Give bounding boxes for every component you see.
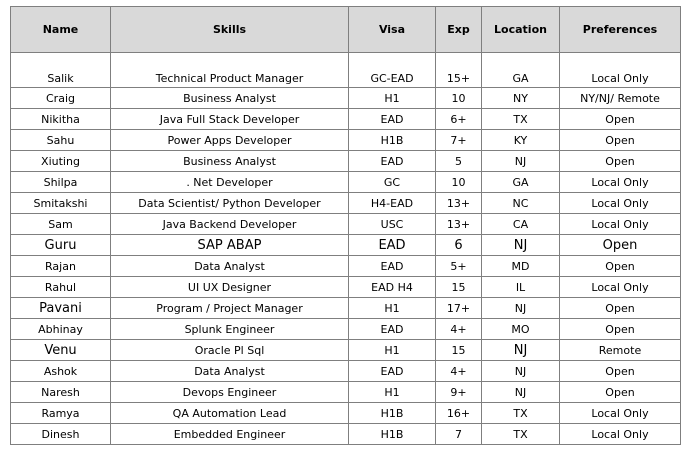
cell-name: Pavani xyxy=(11,298,111,319)
cell-visa: EAD H4 xyxy=(349,277,436,298)
cell-visa: H1 xyxy=(349,340,436,361)
cell-preferences: Local Only xyxy=(560,53,681,88)
cell-location: MD xyxy=(482,256,560,277)
cell-exp: 15+ xyxy=(436,53,482,88)
cell-preferences: Local Only xyxy=(560,214,681,235)
cell-exp: 4+ xyxy=(436,361,482,382)
cell-preferences: Open xyxy=(560,382,681,403)
cell-name: Guru xyxy=(11,235,111,256)
cell-skills: Java Full Stack Developer xyxy=(111,109,349,130)
cell-exp: 4+ xyxy=(436,319,482,340)
cell-visa: EAD xyxy=(349,256,436,277)
cell-name: Shilpa xyxy=(11,172,111,193)
cell-location: NJ xyxy=(482,382,560,403)
cell-location: NJ xyxy=(482,151,560,172)
cell-skills: Java Backend Developer xyxy=(111,214,349,235)
table-row xyxy=(11,319,681,340)
cell-location: NY xyxy=(482,88,560,109)
cell-exp: 16+ xyxy=(436,403,482,424)
header-exp: Exp xyxy=(436,7,482,53)
header-preferences: Preferences xyxy=(560,7,681,53)
cell-visa: EAD xyxy=(349,151,436,172)
cell-name: Salik xyxy=(11,53,111,88)
cell-skills: . Net Developer xyxy=(111,172,349,193)
cell-skills: Program / Project Manager xyxy=(111,298,349,319)
cell-visa: USC xyxy=(349,214,436,235)
cell-exp: 13+ xyxy=(436,214,482,235)
cell-name: Nikitha xyxy=(11,109,111,130)
cell-location: GA xyxy=(482,53,560,88)
cell-exp: 5+ xyxy=(436,256,482,277)
cell-location: KY xyxy=(482,130,560,151)
cell-visa: H1B xyxy=(349,424,436,445)
cell-name: Sam xyxy=(11,214,111,235)
cell-location: CA xyxy=(482,214,560,235)
cell-skills: Business Analyst xyxy=(111,88,349,109)
cell-preferences: Local Only xyxy=(560,403,681,424)
candidates-table xyxy=(10,6,681,445)
cell-visa: H4-EAD xyxy=(349,193,436,214)
cell-preferences: Open xyxy=(560,319,681,340)
cell-skills: SAP ABAP xyxy=(111,235,349,256)
cell-exp: 10 xyxy=(436,172,482,193)
cell-name: Xiuting xyxy=(11,151,111,172)
cell-preferences: Local Only xyxy=(560,193,681,214)
cell-name: Ramya xyxy=(11,403,111,424)
cell-preferences: Open xyxy=(560,109,681,130)
cell-location: NJ xyxy=(482,340,560,361)
table-row xyxy=(11,109,681,130)
table-row xyxy=(11,340,681,361)
cell-location: NJ xyxy=(482,235,560,256)
header-visa: Visa xyxy=(349,7,436,53)
cell-skills: Technical Product Manager xyxy=(111,53,349,88)
cell-exp: 17+ xyxy=(436,298,482,319)
cell-location: NC xyxy=(482,193,560,214)
cell-visa: H1B xyxy=(349,130,436,151)
header-skills: Skills xyxy=(111,7,349,53)
cell-preferences: NY/NJ/ Remote xyxy=(560,88,681,109)
cell-location: NJ xyxy=(482,361,560,382)
cell-name: Rajan xyxy=(11,256,111,277)
cell-preferences: Open xyxy=(560,235,681,256)
cell-preferences: Open xyxy=(560,298,681,319)
cell-location: TX xyxy=(482,109,560,130)
table-row xyxy=(11,235,681,256)
cell-skills: Splunk Engineer xyxy=(111,319,349,340)
cell-preferences: Local Only xyxy=(560,277,681,298)
cell-preferences: Open xyxy=(560,361,681,382)
cell-visa: EAD xyxy=(349,319,436,340)
cell-exp: 6+ xyxy=(436,109,482,130)
header-location: Location xyxy=(482,7,560,53)
cell-name: Smitakshi xyxy=(11,193,111,214)
cell-name: Sahu xyxy=(11,130,111,151)
cell-exp: 6 xyxy=(436,235,482,256)
cell-skills: Data Scientist/ Python Developer xyxy=(111,193,349,214)
cell-visa: H1 xyxy=(349,88,436,109)
cell-location: GA xyxy=(482,172,560,193)
cell-exp: 9+ xyxy=(436,382,482,403)
table-row xyxy=(11,130,681,151)
cell-preferences: Local Only xyxy=(560,424,681,445)
cell-skills: Business Analyst xyxy=(111,151,349,172)
header-name: Name xyxy=(11,7,111,53)
cell-exp: 10 xyxy=(436,88,482,109)
cell-name: Craig xyxy=(11,88,111,109)
cell-visa: H1 xyxy=(349,298,436,319)
table-row xyxy=(11,256,681,277)
cell-location: TX xyxy=(482,403,560,424)
cell-preferences: Open xyxy=(560,256,681,277)
table-row xyxy=(11,403,681,424)
cell-visa: EAD xyxy=(349,235,436,256)
cell-visa: H1B xyxy=(349,403,436,424)
cell-visa: EAD xyxy=(349,109,436,130)
cell-visa: EAD xyxy=(349,361,436,382)
cell-exp: 7 xyxy=(436,424,482,445)
cell-exp: 7+ xyxy=(436,130,482,151)
table-row xyxy=(11,361,681,382)
cell-location: MO xyxy=(482,319,560,340)
cell-skills: Data Analyst xyxy=(111,361,349,382)
cell-skills: Data Analyst xyxy=(111,256,349,277)
table-row xyxy=(11,424,681,445)
cell-preferences: Open xyxy=(560,130,681,151)
table-row xyxy=(11,151,681,172)
cell-location: IL xyxy=(482,277,560,298)
table-row xyxy=(11,214,681,235)
cell-name: Ashok xyxy=(11,361,111,382)
table-row xyxy=(11,382,681,403)
cell-exp: 15 xyxy=(436,277,482,298)
table-row xyxy=(11,172,681,193)
cell-location: NJ xyxy=(482,298,560,319)
cell-skills: QA Automation Lead xyxy=(111,403,349,424)
table-row xyxy=(11,88,681,109)
cell-location: TX xyxy=(482,424,560,445)
cell-preferences: Local Only xyxy=(560,172,681,193)
cell-name: Rahul xyxy=(11,277,111,298)
cell-exp: 13+ xyxy=(436,193,482,214)
cell-exp: 5 xyxy=(436,151,482,172)
table-row xyxy=(11,277,681,298)
table-row xyxy=(11,193,681,214)
cell-visa: H1 xyxy=(349,382,436,403)
cell-visa: GC-EAD xyxy=(349,53,436,88)
header-row xyxy=(11,7,681,53)
cell-name: Dinesh xyxy=(11,424,111,445)
table-row xyxy=(11,53,681,88)
cell-skills: Oracle Pl Sql xyxy=(111,340,349,361)
cell-skills: Embedded Engineer xyxy=(111,424,349,445)
cell-name: Abhinay xyxy=(11,319,111,340)
cell-name: Naresh xyxy=(11,382,111,403)
table-row xyxy=(11,298,681,319)
cell-exp: 15 xyxy=(436,340,482,361)
cell-preferences: Remote xyxy=(560,340,681,361)
cell-skills: Devops Engineer xyxy=(111,382,349,403)
cell-skills: Power Apps Developer xyxy=(111,130,349,151)
cell-skills: UI UX Designer xyxy=(111,277,349,298)
cell-preferences: Open xyxy=(560,151,681,172)
cell-name: Venu xyxy=(11,340,111,361)
cell-visa: GC xyxy=(349,172,436,193)
